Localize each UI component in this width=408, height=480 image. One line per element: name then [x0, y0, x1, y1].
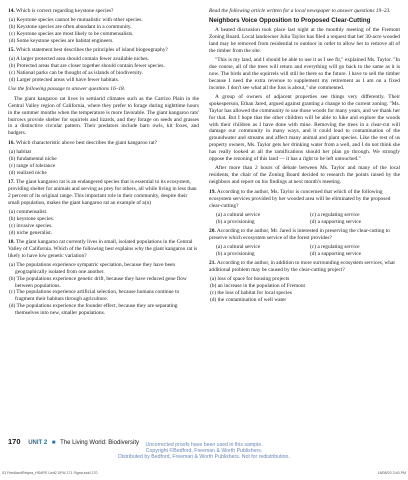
question-14: 14. Which is correct regarding keystone species? (a) Keystone species cannot be mutualistic with other species. (b) Keystone species are often abundant in a community. (c) Keystone species are most likely to be commensalists. (d) Some keystone species are habitat engineers.	[8, 8, 143, 44]
question-18: 18. The giant kangaroo rat currently lives in small, isolated populations in the Central Valley of California. Which of the following best explains why the giant kangaroo rat is likely to have low genetic variation? (a) The populations experience sympatric speciation, because they have been geographically isolated from one another. (b) The populations experience genetic drift, because they have reduced gene flow between populations. (c) The populations experience artificial selection, because humans continue to fragment their habitats through agriculture. (d) The populations experience the founder effect, because they are separating themselves into new, smaller populations.	[8, 238, 198, 317]
page-number: 170	[8, 437, 21, 446]
unit-title: The Living World: Biodiversity	[60, 440, 139, 446]
separator-square-icon: ■	[51, 440, 56, 446]
article-paragraph: "This is my land, and I should be able to use it as I see fit," explained Ms. Taylor. "In due course, all of the trees will return and everything will go back to the same as it is now. The birds and the squirrels will still be there so the future. I have to sell the timber because I need the extra revenue to supplement my retirement as I am on a fixed income. I don't see what all the fuss is about," she commented.	[209, 57, 400, 91]
left-column	[8, 8, 199, 317]
question-17: 17. The giant kangaroo rat is an endangered species that is essential to its ecosystem, providing shelter for animals and serving as prey for others, all while living in less than 2 percent of its original range. This important role in their community, despite their small population, makes the giant kangaroo rat an example of a(n) (a) commensalist. (b) keystone species. (c) invasive species. (d) niche generalist.	[8, 179, 197, 236]
question-19: 19. According to the author, Ms. Taylor is concerned that which of the following ecosystem services provided by her wooded area will be eliminated by the proposed clear-cutting? (a) a cultural service (c) a regulating service (b) a provisioning (d) a supporting service	[209, 189, 400, 226]
unit-label: UNIT 2	[28, 440, 48, 446]
article-instructions: Read the following article written for a local newspaper to answer questions 19–23.	[209, 8, 391, 14]
article-paragraph: After more than 2 hours of debate between Ms. Taylor and many of the local residents, the chair of the Zoning Board decided to research the points raised by the neighbors and report on his findings at next month's meeting.	[209, 165, 400, 186]
answer-options: (a) a cultural service (c) a regulating service (b) a provisioning (d) a supporting service	[216, 244, 362, 258]
passage-paragraph: The giant kangaroo rat lives in semiarid climates such as the Carrizo Plain in the Central Valley region of California, where they prefer to forage during nighttime hours in the summer months when the temperature is more favorable. The giant kangaroo rats' burrows provide shelter for squirrels and lizards, and they forage on seeds and grasses in a distinctive circular pattern. Their predators include barn owls, kit foxes, and badgers.	[8, 95, 199, 137]
question-20: 20. According to the author, Mr. Jared is interested in preserving the clear-cutting to preserve which ecosystem service of the forest provides? (a) a cultural service (c) a regulating service (b) a provisioning (d) a supporting service	[209, 228, 400, 258]
right-column	[209, 8, 400, 304]
answer-options: (a) a cultural service (c) a regulating service (b) a provisioning (d) a supporting service	[216, 211, 362, 225]
proof-watermark: Uncorrected proofs have been used in this sample. Copyright ©Bedford, Freeman & Worth Publishers. Distributed by Bedford, Freeman & Worth Publishers. Not for redistribution.	[118, 442, 290, 460]
print-slug: 03 FriedlandRelyea_HSAPE Unit2 DFM 171 Signa.indd 170 18/08/20 3:40 PM	[2, 471, 406, 475]
article-title: Neighbors Voice Opposition to Proposed Clear-Cutting	[209, 17, 371, 25]
question-15: 15. Which statement best describes the principles of island biogeography? (a) A larger protected area should contain fewer available niches. (b) Protected areas that are closer together should contain fewer species. (c) National parks can be thought of as islands of biodiversity. (d) Larger protected areas will have fewer habitats.	[8, 47, 168, 84]
question-16: 16. Which characteristic above best describes the giant kangaroo rat? (a) habitat (b) fundamental niche (c) range of tolerance (d) realized niche	[8, 139, 158, 176]
article-paragraph: A heated discussion took place last night at the monthly meeting of the Fremont Zoning Board. Local landowner Julia Taylor has filed a request that her 30-acre wooded land may be removed from residential to outdoor in order to allow her to remove all of the timber from the site.	[209, 27, 400, 54]
textbook-page	[8, 8, 400, 466]
question-21: 21. According to the author, in addition to more surrounding ecosystem services, what additional problem may be caused by the clear-cutting project? (a) loss of space for housing projects (b) an increase in the population of Fremont (c) the loss of habitat for local species (d) the contamination of well water	[209, 260, 395, 304]
article-paragraph: A group of owners of adjacent properties see things very differently. Their spokesperson, Ethan Jared, argued against granting a change to the current zoning. "Ms. Taylor has allowed the community to use those woods for many years, and we thank her for that. But I hope that the other children will be able to hike and explore the woods with their children as I have done with mine. Removing the trees in a clear-cut will damage our community in many ways, and it could lead to contamination of the groundwater and streams and affect many animal and plant species. Like the rest of us property owners, Ms. Taylor gets her drinking water from a well, and I do not think she has really looked at all the ramifications should her plan go through. We strongly oppose the rezoning of this land — it has a right to be left untouched."	[209, 93, 400, 163]
passage-instructions: Use the following passage to answer questions 16–18.	[8, 86, 126, 93]
